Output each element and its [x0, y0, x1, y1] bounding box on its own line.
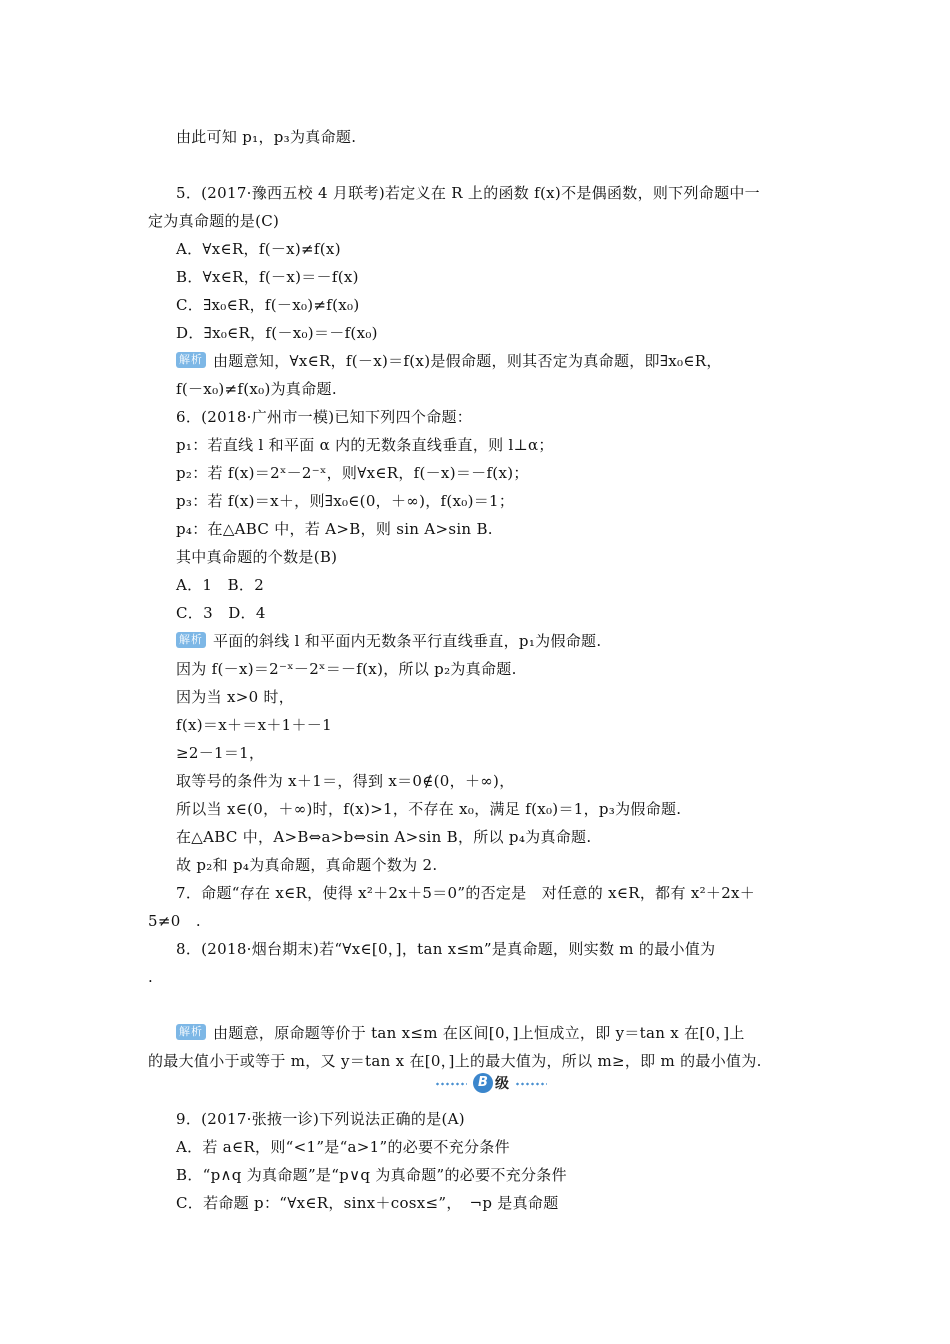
question-7-stem-cont: 5≠0 . [148, 912, 201, 930]
level-letter-icon: B [473, 1073, 493, 1093]
analysis-text: 因为 f(－x)＝2⁻ˣ－2ˣ＝－f(x)，所以 p₂为真命题. [176, 660, 517, 678]
question-9-stem: 9．(2017·张掖一诊)下列说法正确的是(A) [176, 1110, 465, 1128]
analysis-conclusion: 故 p₂和 p₄为真命题，真命题个数为 2. [176, 856, 438, 874]
question-8-stem-cont: . [148, 968, 154, 986]
question-6-stem: 6．(2018·广州市一模)已知下列四个命题： [176, 408, 473, 426]
level-label: 级 [495, 1076, 509, 1092]
options-ab: A．1 B．2 [176, 576, 265, 594]
question-8-stem: 8．(2018·烟台期末)若“∀x∈[0，]，tan x≤m”是真命题，则实数 m 的最小值为 [176, 940, 716, 958]
analysis-formula: ≥2－1＝1， [176, 744, 265, 762]
option-c: C．若命题 p：“∀x∈R，sinx＋cosx≤”， ¬p 是真命题 [176, 1194, 559, 1212]
analysis-badge: 解析 [176, 352, 206, 368]
options-cd: C．3 D．4 [176, 604, 266, 622]
option-a: A．若 a∈R，则“<1”是“a>1”的必要不充分条件 [176, 1138, 510, 1156]
analysis-text: 所以当 x∈(0，＋∞)时，f(x)>1，不存在 x₀，满足 f(x₀)＝1，p₃为假命题. [176, 800, 682, 818]
proposition-p3: p₃：若 f(x)＝x＋，则∃x₀∈(0，＋∞)，f(x₀)＝1； [176, 492, 515, 510]
question-5-stem-cont: 定为真命题的是(C) [148, 212, 280, 230]
option-d: D．∃x₀∈R，f(－x₀)＝－f(x₀) [176, 324, 378, 342]
option-a: A．∀x∈R，f(－x)≠f(x) [176, 240, 341, 258]
analysis-text-cont: f(－x₀)≠f(x₀)为真命题. [176, 380, 337, 398]
option-b: B．∀x∈R，f(－x)＝－f(x) [176, 268, 359, 286]
decorative-dots [515, 1082, 547, 1086]
text-line: 由此可知 p₁，p₃为真命题. [176, 128, 357, 146]
proposition-p1: p₁：若直线 l 和平面 α 内的无数条直线垂直，则 l⊥α； [176, 436, 554, 454]
decorative-dots [435, 1082, 467, 1086]
analysis-badge: 解析 [176, 632, 206, 648]
option-b: B．“p∧q 为真命题”是“p∨q 为真命题”的必要不充分条件 [176, 1166, 567, 1184]
analysis-text: 取等号的条件为 x＋1＝，得到 x＝0∉(0，＋∞)， [176, 772, 515, 790]
question-5-stem: 5．(2017·豫西五校 4 月联考)若定义在 R 上的函数 f(x)不是偶函数，则下列命题中一 [176, 184, 760, 202]
question-7-stem: 7．命题“存在 x∈R，使得 x²＋2x＋5＝0”的否定是 对任意的 x∈R，都有 x²＋2x＋ [176, 884, 756, 902]
analysis-text: 因为当 x>0 时， [176, 688, 295, 706]
analysis-text-cont: 的最大值小于或等于 m，又 y＝tan x 在[0，]上的最大值为，所以 m≥，即 m 的最小值为. [148, 1052, 762, 1070]
analysis-formula: f(x)＝x＋＝x＋1＋－1 [176, 716, 332, 734]
analysis-text: 平面的斜线 l 和平面内无数条平行直线垂直，p₁为假命题. [213, 632, 602, 650]
level-divider [435, 1072, 547, 1096]
analysis-text: 由题意知，∀x∈R，f(－x)＝f(x)是假命题，则其否定为真命题，即∃x₀∈R， [213, 352, 722, 370]
proposition-p4: p₄：在△ABC 中，若 A>B，则 sin A>sin B. [176, 520, 493, 538]
analysis-text: 由题意，原命题等价于 tan x≤m 在区间[0，]上恒成立，即 y＝tan x 在[0，]上 [213, 1024, 745, 1042]
analysis-text: 在△ABC 中，A>B⇔a>b⇔sin A>sin B，所以 p₄为真命题. [176, 828, 592, 846]
option-c: C．∃x₀∈R，f(－x₀)≠f(x₀) [176, 296, 360, 314]
proposition-p2: p₂：若 f(x)＝2ˣ－2⁻ˣ，则∀x∈R，f(－x)＝－f(x)； [176, 464, 529, 482]
analysis-badge: 解析 [176, 1024, 206, 1040]
question-6-ask: 其中真命题的个数是(B) [176, 548, 338, 566]
